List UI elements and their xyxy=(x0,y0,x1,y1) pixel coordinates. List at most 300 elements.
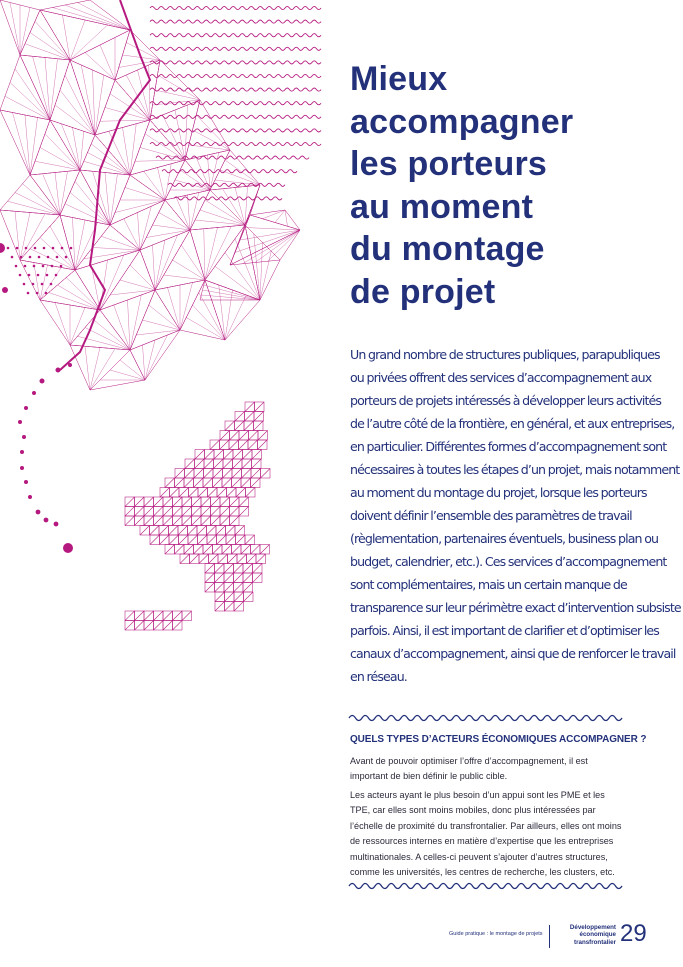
grid-diagonal xyxy=(215,592,225,602)
wave-row xyxy=(150,102,321,105)
grid-diagonal xyxy=(251,469,261,479)
mesh-line xyxy=(40,238,75,271)
box-line: multinationales. A celles-ci peuvent s’ajouter d’autres structures, xyxy=(350,851,608,862)
title-line: Mieux xyxy=(350,60,448,98)
mesh-triangle xyxy=(150,60,200,120)
page-title xyxy=(350,58,650,313)
grid-diagonal xyxy=(125,497,135,507)
mesh-line xyxy=(146,230,190,238)
box-line: Les acteurs ayant le plus besoin d’un appui sont les PME et les xyxy=(350,790,605,800)
grid-diagonal xyxy=(169,526,179,536)
mesh-triangle xyxy=(190,190,245,230)
grid-diagonal xyxy=(154,516,164,526)
grid-diagonal xyxy=(160,488,170,498)
grid-diagonal xyxy=(207,535,217,545)
grid-diagonal xyxy=(244,421,254,431)
grid-diagonal xyxy=(199,554,209,564)
box-line: TPE, car elles sont moins mobiles, donc plus intéressées par xyxy=(350,805,596,816)
dot xyxy=(27,292,30,295)
grid-diagonal xyxy=(159,526,169,536)
intro-line: porteurs de projets intéressés à développer leurs activités xyxy=(350,393,662,408)
geometric-network-illustration xyxy=(0,0,340,640)
grid-diagonal xyxy=(235,421,245,431)
grid-diagonal xyxy=(165,478,175,488)
grid-diagonal xyxy=(125,621,135,631)
grid-diagonal xyxy=(215,573,225,583)
grid-diagonal xyxy=(194,545,204,555)
grid-diagonal xyxy=(184,545,194,555)
grid-diagonal xyxy=(220,507,230,517)
dot xyxy=(54,522,59,527)
dot xyxy=(20,466,24,470)
mesh-line xyxy=(90,348,100,391)
mesh-line xyxy=(223,189,246,225)
dot xyxy=(32,283,35,286)
mesh-line xyxy=(61,124,80,170)
mesh-line xyxy=(50,59,58,120)
mesh-line xyxy=(235,239,260,300)
grid-diagonal xyxy=(215,564,225,574)
wave-row xyxy=(150,34,321,37)
intro-line: de l’autre côté de la frontière, en général, et aux entreprises, xyxy=(350,416,675,431)
mesh-triangle xyxy=(20,55,70,120)
box-paragraph-2 xyxy=(350,788,646,880)
mesh-line xyxy=(138,213,141,251)
grid-diagonal xyxy=(195,459,205,469)
grid-diagonal xyxy=(252,450,262,460)
mesh-triangle xyxy=(140,230,190,290)
grid-diagonal xyxy=(236,535,246,545)
mesh-line xyxy=(130,124,136,175)
grid-diagonal xyxy=(179,488,189,498)
mesh-line xyxy=(186,318,225,341)
mesh-triangle xyxy=(130,330,180,380)
mesh-line xyxy=(20,213,30,261)
dot xyxy=(63,543,73,553)
grid-diagonal xyxy=(230,507,240,517)
mesh-triangle xyxy=(0,210,60,260)
grid-diagonal xyxy=(170,488,180,498)
mesh-line xyxy=(115,200,165,213)
grid-diagonal xyxy=(234,583,244,593)
grid-diagonal xyxy=(125,507,135,517)
grid-diagonal xyxy=(179,535,189,545)
mesh-line xyxy=(205,226,231,280)
dot xyxy=(24,406,28,410)
grid-diagonal xyxy=(235,526,245,536)
grid-diagonal xyxy=(215,583,225,593)
grid-diagonal xyxy=(194,478,204,488)
grid-diagonal xyxy=(234,573,244,583)
dot xyxy=(61,247,64,250)
mesh-line xyxy=(60,171,68,215)
grid-diagonal xyxy=(220,497,230,507)
grid-diagonal xyxy=(195,450,205,460)
mesh-line xyxy=(181,245,205,280)
dot xyxy=(52,247,55,250)
dot xyxy=(46,274,49,277)
grid-diagonal xyxy=(198,488,208,498)
grid-diagonal xyxy=(239,507,249,517)
grid-diagonal xyxy=(214,450,224,460)
mesh-line xyxy=(110,370,145,380)
grid-diagonal xyxy=(234,592,244,602)
mesh-line xyxy=(130,265,155,290)
mesh-triangle xyxy=(130,160,185,200)
grid-diagonal xyxy=(246,488,256,498)
mesh-line xyxy=(40,148,80,171)
grid-diagonal xyxy=(194,469,204,479)
grid-diagonal xyxy=(188,526,198,536)
grid-diagonal xyxy=(154,621,164,631)
dot xyxy=(23,283,26,286)
mesh-line xyxy=(49,293,100,311)
mesh-triangle xyxy=(0,175,60,215)
grid-diagonal xyxy=(217,535,227,545)
dot xyxy=(28,495,32,499)
grid-diagonal xyxy=(140,526,150,536)
wave-row xyxy=(150,88,321,91)
grid-diagonal xyxy=(213,469,223,479)
dot xyxy=(29,256,32,259)
grid-diagonal xyxy=(175,478,185,488)
grid-diagonal xyxy=(173,497,183,507)
grid-diagonal xyxy=(144,621,154,631)
dot xyxy=(7,247,10,250)
grid-diagonal xyxy=(190,554,200,564)
grid-diagonal xyxy=(251,545,261,555)
grid-diagonal xyxy=(173,621,183,631)
intro-line: sont complémentaires, mais un certain manque de xyxy=(350,577,627,592)
mesh-line xyxy=(199,293,225,341)
mesh-line xyxy=(140,148,185,161)
mesh-triangle xyxy=(70,310,130,350)
page-number: 29 xyxy=(620,920,647,947)
grid-diagonal xyxy=(245,402,255,412)
grid-diagonal xyxy=(237,554,247,564)
wave-row xyxy=(156,156,309,159)
mesh-line xyxy=(65,204,110,225)
grid-diagonal xyxy=(220,516,230,526)
grid-diagonal xyxy=(204,469,214,479)
dot xyxy=(37,274,40,277)
mesh-line xyxy=(145,335,168,380)
grid-diagonal xyxy=(243,564,253,574)
dot xyxy=(47,256,50,259)
mesh-line xyxy=(180,283,193,331)
grid-diagonal xyxy=(218,554,228,564)
intro-line: en réseau. xyxy=(350,669,407,684)
intro-line: (règlementation, partenaires éventuels, business plan ou xyxy=(350,531,659,546)
grid-diagonal xyxy=(135,516,145,526)
title-line: de projet xyxy=(350,272,496,311)
mesh-triangle xyxy=(90,350,145,390)
grid-diagonal xyxy=(225,602,235,612)
intro-paragraph xyxy=(350,343,681,688)
box-paragraph-1 xyxy=(350,754,646,785)
mesh-line xyxy=(15,69,50,120)
grid-diagonal xyxy=(150,526,160,536)
mesh-line xyxy=(193,305,226,340)
mesh-line xyxy=(126,75,150,120)
wave-row xyxy=(150,20,321,23)
dot xyxy=(0,243,5,253)
dot xyxy=(2,287,8,293)
box-line: comme les universités, les centres de recherche, les clusters, etc. xyxy=(350,867,615,878)
intro-line: ou privées offrent des services d’accompagnement aux xyxy=(350,370,652,385)
grid-diagonal xyxy=(252,459,262,469)
dot xyxy=(60,265,63,268)
grid-diagonal xyxy=(241,478,251,488)
grid-diagonal xyxy=(234,602,244,612)
grid-diagonal xyxy=(260,545,270,555)
grid-diagonal xyxy=(203,545,213,555)
mesh-line xyxy=(85,346,90,390)
grid-diagonal xyxy=(234,564,244,574)
grid-diagonal xyxy=(198,535,208,545)
wave-row xyxy=(150,6,321,9)
grid-diagonal xyxy=(175,545,185,555)
intro-line: au moment du montage du projet, lorsque les porteurs xyxy=(350,485,647,500)
grid-diagonal xyxy=(184,478,194,488)
grid-diagonal xyxy=(204,459,214,469)
dot xyxy=(32,391,36,395)
grid-diagonal xyxy=(253,573,263,583)
grid-diagonal xyxy=(239,497,249,507)
footer-brand-line: transfrontalier xyxy=(574,938,616,946)
wave-row xyxy=(150,61,321,64)
grid-diagonal xyxy=(211,516,221,526)
mesh-triangle xyxy=(0,110,50,175)
mesh-line xyxy=(100,45,115,80)
grid-diagonal xyxy=(247,554,257,564)
grid-diagonal xyxy=(144,497,154,507)
mesh-line xyxy=(35,21,70,60)
mesh-line xyxy=(190,193,199,231)
mesh-line xyxy=(205,228,218,281)
grid-diagonal xyxy=(233,459,243,469)
grid-diagonal xyxy=(201,507,211,517)
grid-diagonal xyxy=(197,526,207,536)
mesh-triangle xyxy=(165,160,210,200)
dot xyxy=(55,274,58,277)
footer-separator xyxy=(549,925,550,948)
dot xyxy=(15,265,18,268)
mesh-line xyxy=(10,83,50,121)
grid-diagonal xyxy=(169,535,179,545)
wave-divider-bottom xyxy=(348,880,624,892)
mesh-triangle xyxy=(185,100,230,160)
footer-brand-line: économique xyxy=(579,931,616,939)
grid-diagonal xyxy=(236,488,246,498)
box-line: de ressources internes en matière d’expertise que les entreprises xyxy=(350,836,614,847)
grid-diagonal xyxy=(232,478,242,488)
grid-diagonal xyxy=(209,554,219,564)
grid-diagonal xyxy=(163,497,173,507)
mesh-line xyxy=(175,110,185,160)
wave-row xyxy=(150,47,321,50)
grid-diagonal xyxy=(225,592,235,602)
grid-diagonal xyxy=(173,611,183,621)
mesh-line xyxy=(100,120,150,121)
grid-diagonal xyxy=(211,497,221,507)
grid-diagonal xyxy=(220,431,230,441)
box-line: Avant de pouvoir optimiser l’offre d’accompagnement, il est xyxy=(350,756,588,766)
grid-diagonal xyxy=(188,535,198,545)
wave-row xyxy=(150,115,321,118)
grid-diagonal xyxy=(178,526,188,536)
mesh-line xyxy=(5,96,50,120)
grid-diagonal xyxy=(228,554,238,564)
mesh-line xyxy=(30,118,38,176)
grid-diagonal xyxy=(258,440,268,450)
mesh-triangle xyxy=(40,270,100,310)
wave-divider-top xyxy=(348,712,624,724)
mesh-line xyxy=(165,164,171,200)
dot xyxy=(33,265,36,268)
grid-diagonal xyxy=(192,516,202,526)
grid-diagonal xyxy=(163,611,173,621)
dot xyxy=(28,274,31,277)
mesh-triangle xyxy=(40,0,130,30)
dot xyxy=(56,368,61,373)
mesh-line xyxy=(91,144,130,175)
grid-diagonal xyxy=(242,469,252,479)
mesh-line xyxy=(254,234,260,300)
triangle-mesh xyxy=(0,0,300,390)
grid-diagonal xyxy=(201,516,211,526)
mesh-line xyxy=(189,145,230,150)
grid-diagonal xyxy=(213,478,223,488)
grid-diagonal xyxy=(173,516,183,526)
wave-row xyxy=(168,183,285,186)
intro-line: transparence sur leur périmètre exact d’intervention subsiste xyxy=(350,600,681,615)
grid-diagonal xyxy=(256,554,266,564)
dot xyxy=(16,247,19,250)
dot xyxy=(70,247,73,250)
mesh-line xyxy=(55,173,60,216)
grid-diagonal xyxy=(242,459,252,469)
mesh-line xyxy=(34,263,40,301)
intro-line: doivent définir l’ensemble des paramètres de travail xyxy=(350,508,632,523)
mesh-line xyxy=(120,360,145,380)
box-line: l’échelle de proximité du transfrontalier. Par ailleurs, elles ont moins xyxy=(350,820,622,831)
mesh-line xyxy=(70,25,108,60)
grid-diagonal xyxy=(203,478,213,488)
grid-diagonal xyxy=(220,440,230,450)
grid-diagonal xyxy=(192,507,202,517)
grid-diagonal xyxy=(175,469,185,479)
grid-diagonal xyxy=(135,611,145,621)
mesh-line xyxy=(110,174,118,225)
grid-diagonal xyxy=(150,535,160,545)
grid-diagonal xyxy=(208,488,218,498)
grid-diagonal xyxy=(213,545,223,555)
intro-line: parfois. Ainsi, il est important de clarifier et d’optimiser les xyxy=(350,623,659,638)
grid-diagonal xyxy=(135,621,145,631)
wave-pattern xyxy=(150,6,321,200)
grid-diagonal xyxy=(251,478,261,488)
grid-diagonal xyxy=(222,478,232,488)
footer-brand xyxy=(556,924,616,946)
dot xyxy=(34,247,37,250)
grid-diagonal xyxy=(182,611,192,621)
mesh-triangle xyxy=(0,55,50,120)
grid-diagonal xyxy=(227,488,237,498)
grid-diagonal xyxy=(254,421,264,431)
mesh-line xyxy=(90,349,115,390)
grid-diagonal xyxy=(245,535,255,545)
mesh-line xyxy=(163,115,186,160)
grid-diagonal xyxy=(224,450,234,460)
mesh-triangle xyxy=(80,170,130,225)
mesh-line xyxy=(20,8,30,56)
mesh-line xyxy=(119,60,160,68)
mesh-line xyxy=(55,303,70,346)
dot xyxy=(24,265,27,268)
mesh-triangle xyxy=(70,30,130,80)
grid-diagonal xyxy=(207,526,217,536)
grid-diagonal xyxy=(215,602,225,612)
grid-diagonal xyxy=(154,497,164,507)
grid-diagonal xyxy=(125,516,135,526)
mesh-triangle xyxy=(110,200,165,250)
mesh-triangle xyxy=(100,290,155,350)
mesh-line xyxy=(20,214,45,260)
mesh-triangle xyxy=(115,60,160,120)
dot xyxy=(68,363,72,367)
mesh-line xyxy=(145,340,155,380)
grid-diagonal xyxy=(144,611,154,621)
mesh-line xyxy=(70,308,85,346)
grid-diagonal xyxy=(222,545,232,555)
mesh-line xyxy=(125,188,165,201)
wave-row xyxy=(174,197,282,200)
mesh-line xyxy=(43,174,61,215)
grid-diagonal xyxy=(154,507,164,517)
grid-diagonal xyxy=(226,535,236,545)
dot xyxy=(38,256,41,259)
grid-diagonal xyxy=(214,459,224,469)
grid-diagonal xyxy=(185,459,195,469)
grid-diagonal xyxy=(201,497,211,507)
title-line: au moment xyxy=(350,187,534,226)
mesh-triangle xyxy=(250,210,300,230)
grid-diagonal xyxy=(210,440,220,450)
grid-diagonal xyxy=(205,450,215,460)
mesh-triangle xyxy=(50,60,95,135)
grid-diagonal xyxy=(258,431,268,441)
grid-diagonal xyxy=(165,545,175,555)
grid-diagonal xyxy=(205,564,215,574)
grid-diagonal xyxy=(225,421,235,431)
grid-diagonal xyxy=(135,507,145,517)
mesh-line xyxy=(126,43,160,61)
mesh-triangle xyxy=(115,30,160,80)
mesh-line xyxy=(128,300,131,350)
grid-diagonal xyxy=(223,469,233,479)
mesh-line xyxy=(93,248,141,251)
grid-diagonal xyxy=(232,545,242,555)
mesh-line xyxy=(100,255,124,310)
dot xyxy=(24,480,28,484)
grid-diagonal xyxy=(232,469,242,479)
mesh-line xyxy=(130,295,141,350)
mesh-line xyxy=(235,188,245,226)
grid-diagonal xyxy=(224,573,234,583)
mesh-line xyxy=(45,134,80,170)
mesh-line xyxy=(143,345,146,380)
